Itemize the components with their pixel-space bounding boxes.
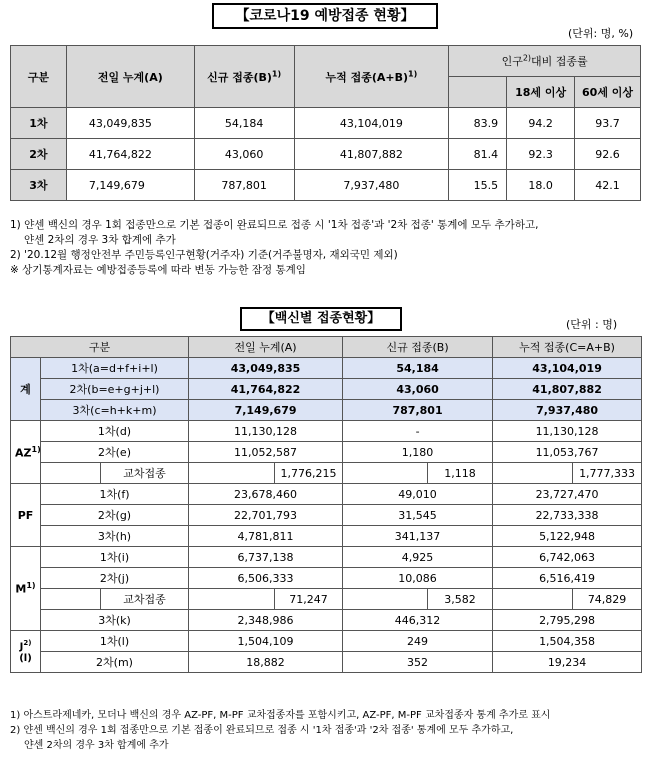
unit-label-2: (단위 : 명): [566, 318, 618, 331]
header-age18: 18세 이상: [507, 77, 575, 108]
table-row: 2차(g) 22,701,793 31,545 22,733,338: [11, 505, 642, 526]
table-row: 교차접종 1,776,215 1,118 1,777,333: [11, 463, 642, 484]
unit-label-1: (단위: 명, %): [568, 27, 634, 40]
table-row: $J^{2)}(l)$ 1차(l) 1,504,109 249 1,504,358: [11, 631, 642, 652]
header-cum: 누적 접종(C=A+B): [493, 337, 642, 358]
table-row: 교차접종 71,247 3,582 74,829: [11, 589, 642, 610]
group-j: $J^{2)}(l)$: [11, 631, 41, 673]
group-total: 계: [11, 358, 41, 421]
table-row: 2차(j) 6,506,333 10,086 6,516,419: [11, 568, 642, 589]
table-row: 3차 7,149,679 787,801 7,937,480 15.5 18.0 42.1: [11, 170, 641, 201]
vaccination-status-table: [10, 45, 641, 201]
header-cumulative: 누적 접종$(A+B)^{1)}$: [294, 46, 449, 108]
table-row: 2차(b=e+g+j+l) 41,764,822 43,060 41,807,882: [11, 379, 642, 400]
table-row: 3차(c=h+k+m) 7,149,679 787,801 7,937,480: [11, 400, 642, 421]
group-pf: PF: [11, 484, 41, 547]
header-new: 신규 접종$(B)^{1)}$: [194, 46, 294, 108]
header-ratio-all: [449, 77, 507, 108]
table-row: 1차 43,049,835 54,184 43,104,019 83.9 94.2 93.7: [11, 108, 641, 139]
header-ratio: 인구$^{2)}$대비 접종률: [449, 46, 641, 77]
table-row: AZ$^{1)}$ 1차(d) 11,130,128 - 11,130,128: [11, 421, 642, 442]
header-age60: 60세 이상: [575, 77, 641, 108]
page-title: 【코로나19 예방접종 현황】: [212, 3, 438, 29]
notes-2: 1) 아스트라제네카, 모더나 백신의 경우 AZ-PF, M-PF 교차접종자를 포함시키고, AZ-PF, M-PF 교차접종자 통계 추가로 표시 2) 얀센 백신의 경우 1회 접종만으로 기본 접종이 완료되므로 접종 시 '1차 접종'과 '2차 접종' 통계에 모두 추가하고, 얀센 2차의 경우 3차 합계에 추가: [10, 710, 551, 751]
table-row: 2차(e) 11,052,587 1,180 11,053,767: [11, 442, 642, 463]
group-az: AZ$^{1)}$: [11, 421, 41, 484]
table-row: PF 1차(f) 23,678,460 49,010 23,727,470: [11, 484, 642, 505]
table-row: 계 1차(a=d+f+i+l) 43,049,835 54,184 43,104,019: [11, 358, 642, 379]
header-prev-total: 전일 누계(A): [66, 46, 194, 108]
table-row: 3차(h) 4,781,811 341,137 5,122,948: [11, 526, 642, 547]
vaccine-type-table: [10, 336, 642, 673]
header-category: 구분: [11, 46, 67, 108]
table-row: 2차(m) 18,882 352 19,234: [11, 652, 642, 673]
header-category: 구분: [11, 337, 189, 358]
table-row: $M^{1)}$ 1차(i) 6,737,138 4,925 6,742,063: [11, 547, 642, 568]
header-new: 신규 접종(B): [343, 337, 493, 358]
section-title: 【백신별 접종현황】: [240, 307, 402, 331]
notes-1: 1) 얀센 백신의 경우 1회 접종만으로 기본 접종이 완료되므로 접종 시 '1차 접종'과 '2차 접종' 통계에 모두 추가하고, 얀센 2차의 경우 3차 합계에 추가 2) '20.12월 행정안전부 주민등록인구현황(거주자) 기준(거주불명자, 재외국민 제외) ※ 상기통계자료는 예방접종등록에 따라 변동 가능한 잠정 통계임: [10, 219, 539, 276]
header-prev: 전일 누계(A): [189, 337, 343, 358]
table-row: 3차(k) 2,348,986 446,312 2,795,298: [11, 610, 642, 631]
table-row: 2차 41,764,822 43,060 41,807,882 81.4 92.3 92.6: [11, 139, 641, 170]
group-m: $M^{1)}$: [11, 547, 41, 631]
